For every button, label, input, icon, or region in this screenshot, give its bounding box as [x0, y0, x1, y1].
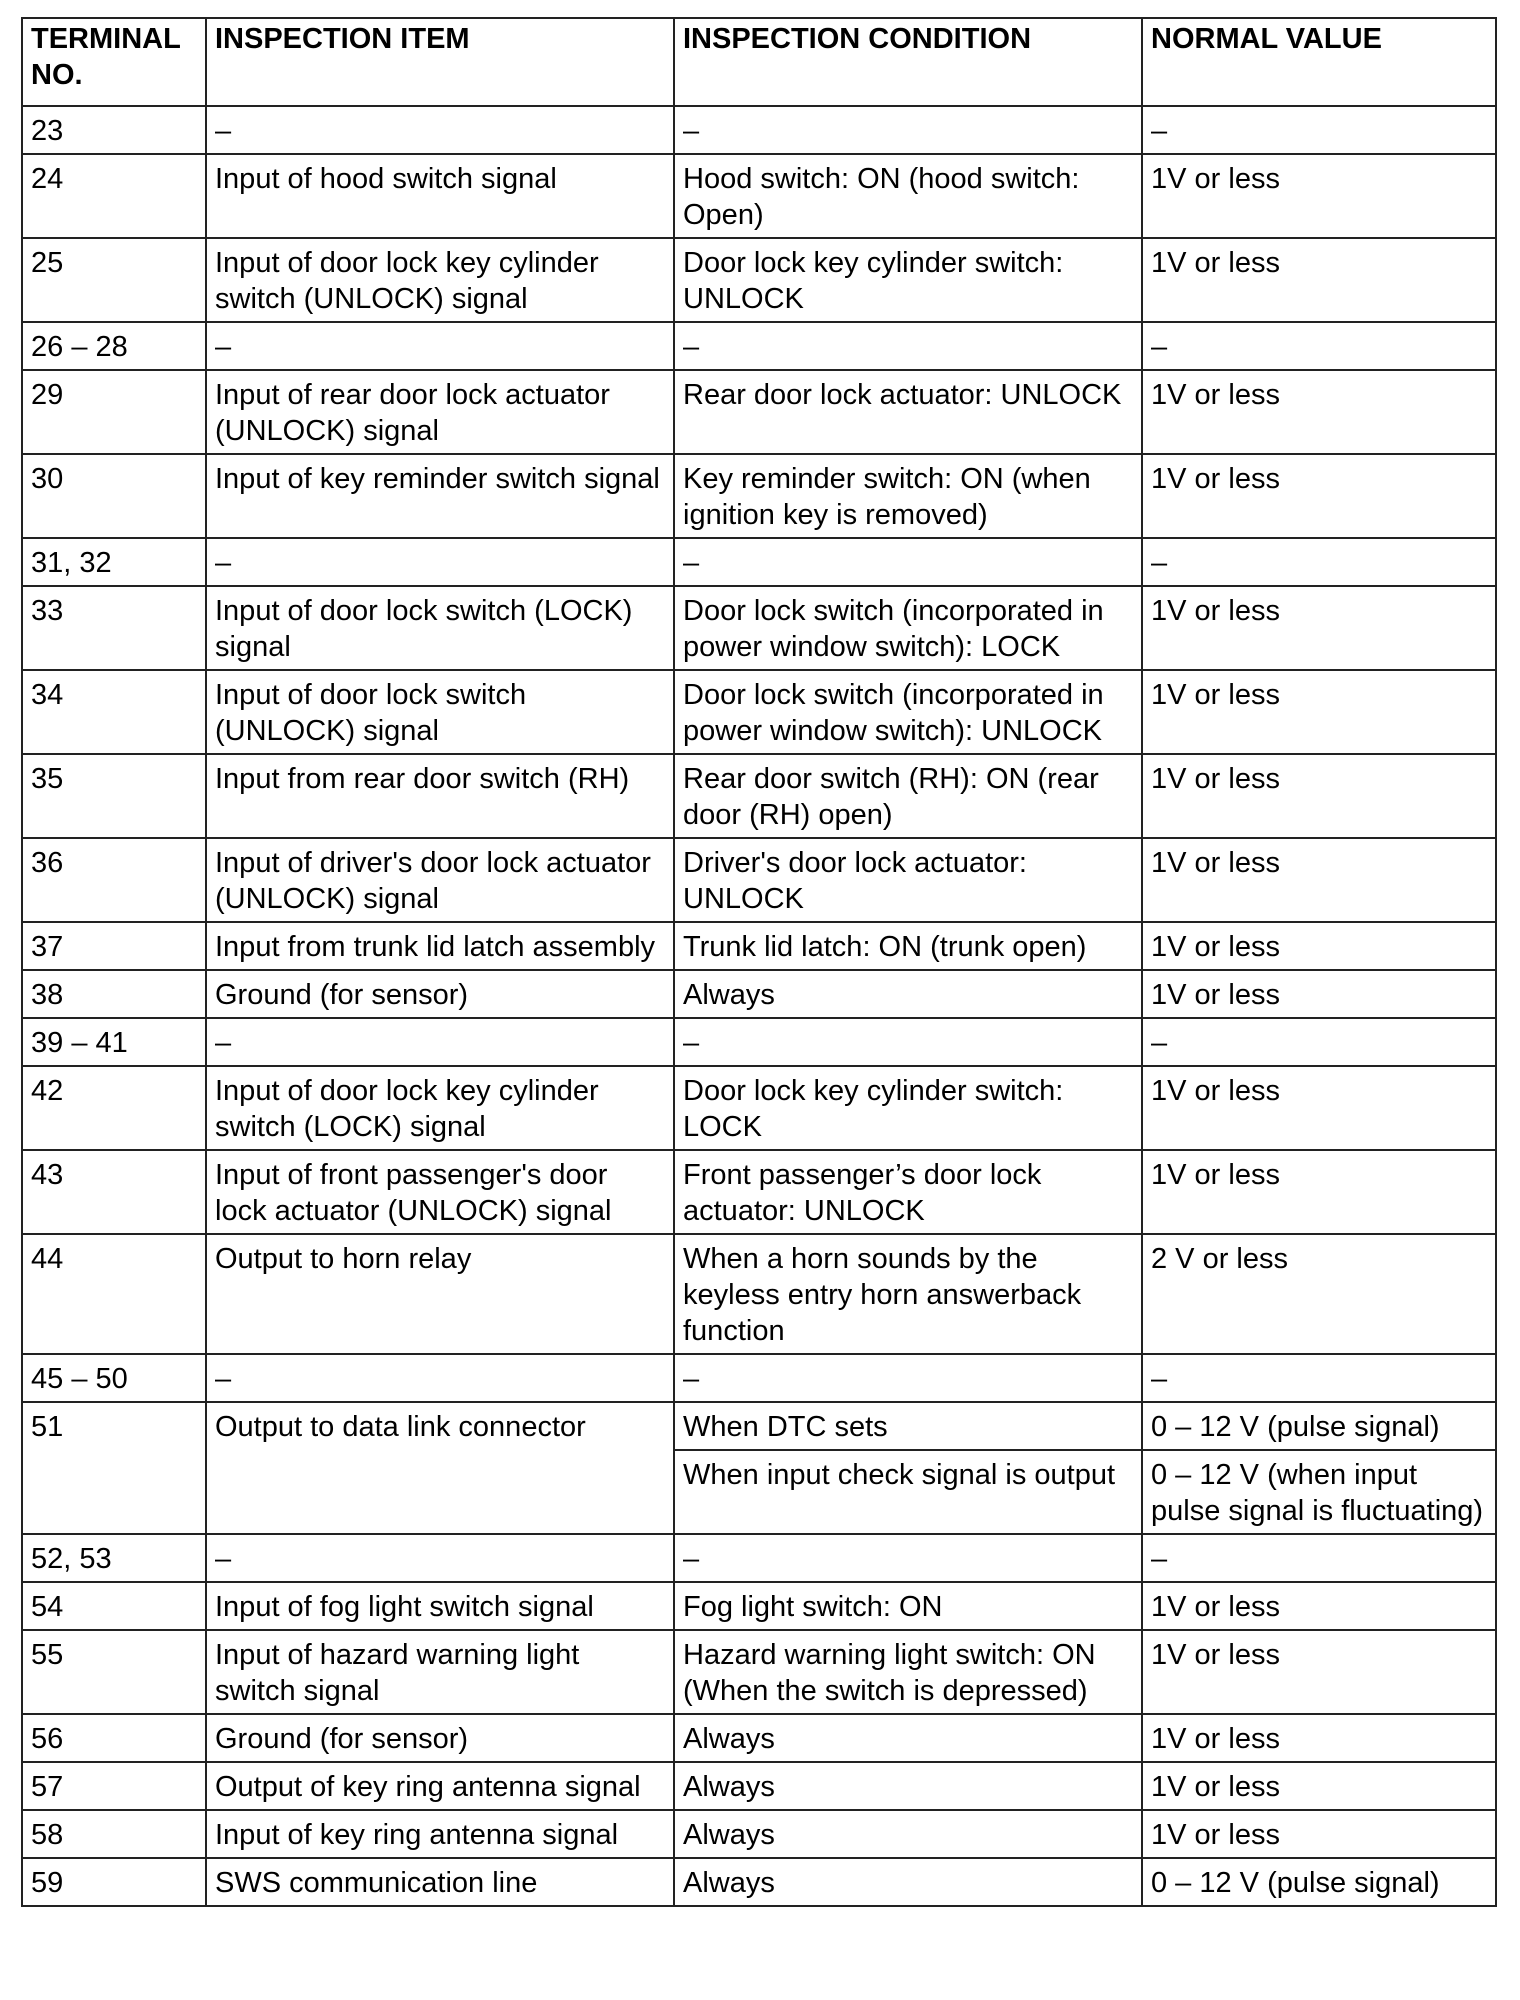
- normal-value-cell: 1V or less: [1142, 586, 1496, 670]
- inspection-condition-cell: Rear door switch (RH): ON (rear door (RH) open): [674, 754, 1142, 838]
- inspection-condition-cell: When DTC sets: [674, 1402, 1142, 1450]
- inspection-item-cell: –: [206, 1018, 674, 1066]
- table-row: [22, 1858, 1496, 1906]
- terminal-number-cell: 39 – 41: [22, 1018, 206, 1066]
- table-row: [22, 1066, 1496, 1150]
- terminal-number-cell: 52, 53: [22, 1534, 206, 1582]
- table-header: [22, 18, 1496, 106]
- table-row: [22, 1402, 1496, 1450]
- normal-value-cell: 1V or less: [1142, 1150, 1496, 1234]
- terminal-number-cell: 51: [22, 1402, 206, 1534]
- table-row: [22, 1630, 1496, 1714]
- normal-value-cell: 1V or less: [1142, 454, 1496, 538]
- terminal-number-cell: 43: [22, 1150, 206, 1234]
- table-row: [22, 454, 1496, 538]
- table-row: [22, 106, 1496, 154]
- table-row: [22, 970, 1496, 1018]
- inspection-condition-cell: Hood switch: ON (hood switch: Open): [674, 154, 1142, 238]
- inspection-item-cell: Ground (for sensor): [206, 970, 674, 1018]
- inspection-item-cell: Input of door lock key cylinder switch (LOCK) signal: [206, 1066, 674, 1150]
- terminal-number-cell: 31, 32: [22, 538, 206, 586]
- normal-value-cell: 1V or less: [1142, 1582, 1496, 1630]
- normal-value-cell: 0 – 12 V (pulse signal): [1142, 1858, 1496, 1906]
- inspection-item-cell: Input of hazard warning light switch signal: [206, 1630, 674, 1714]
- inspection-item-cell: Input of fog light switch signal: [206, 1582, 674, 1630]
- terminal-number-cell: 45 – 50: [22, 1354, 206, 1402]
- terminal-number-cell: 58: [22, 1810, 206, 1858]
- normal-value-cell: 1V or less: [1142, 970, 1496, 1018]
- terminal-number-cell: 23: [22, 106, 206, 154]
- inspection-item-cell: Input of front passenger's door lock actuator (UNLOCK) signal: [206, 1150, 674, 1234]
- inspection-item-cell: –: [206, 1354, 674, 1402]
- terminal-number-cell: 42: [22, 1066, 206, 1150]
- normal-value-cell: 1V or less: [1142, 154, 1496, 238]
- normal-value-cell: 1V or less: [1142, 1630, 1496, 1714]
- inspection-condition-cell: –: [674, 538, 1142, 586]
- table-row: [22, 1582, 1496, 1630]
- table-body: [22, 106, 1496, 1906]
- table-row: [22, 838, 1496, 922]
- terminal-number-cell: 57: [22, 1762, 206, 1810]
- table-row: [22, 922, 1496, 970]
- inspection-condition-cell: –: [674, 1354, 1142, 1402]
- terminal-number-cell: 29: [22, 370, 206, 454]
- terminal-number-cell: 59: [22, 1858, 206, 1906]
- inspection-item-cell: Input of hood switch signal: [206, 154, 674, 238]
- normal-value-cell: –: [1142, 106, 1496, 154]
- table-row: [22, 1810, 1496, 1858]
- normal-value-cell: 2 V or less: [1142, 1234, 1496, 1354]
- inspection-item-cell: –: [206, 322, 674, 370]
- inspection-item-cell: Input of driver's door lock actuator (UNLOCK) signal: [206, 838, 674, 922]
- terminal-number-cell: 38: [22, 970, 206, 1018]
- table-row: [22, 538, 1496, 586]
- terminal-number-cell: 55: [22, 1630, 206, 1714]
- inspection-condition-cell: Door lock switch (incorporated in power window switch): LOCK: [674, 586, 1142, 670]
- table-row: [22, 1234, 1496, 1354]
- inspection-condition-cell: Front passenger’s door lock actuator: UNLOCK: [674, 1150, 1142, 1234]
- normal-value-cell: –: [1142, 538, 1496, 586]
- normal-value-cell: –: [1142, 1534, 1496, 1582]
- table-row: [22, 586, 1496, 670]
- inspection-condition-cell: Rear door lock actuator: UNLOCK: [674, 370, 1142, 454]
- inspection-item-cell: –: [206, 1534, 674, 1582]
- normal-value-cell: 1V or less: [1142, 754, 1496, 838]
- inspection-item-cell: Input from rear door switch (RH): [206, 754, 674, 838]
- inspection-item-cell: Input of door lock switch (UNLOCK) signal: [206, 670, 674, 754]
- terminal-number-cell: 26 – 28: [22, 322, 206, 370]
- inspection-item-cell: Input of key reminder switch signal: [206, 454, 674, 538]
- inspection-condition-cell: Key reminder switch: ON (when ignition key is removed): [674, 454, 1142, 538]
- normal-value-cell: –: [1142, 1354, 1496, 1402]
- header-inspection-condition: INSPECTION CONDITION: [674, 18, 1142, 106]
- table-row: [22, 238, 1496, 322]
- table-row: [22, 1018, 1496, 1066]
- inspection-condition-cell: Always: [674, 970, 1142, 1018]
- terminal-number-cell: 44: [22, 1234, 206, 1354]
- inspection-item-cell: –: [206, 106, 674, 154]
- inspection-condition-cell: When input check signal is output: [674, 1450, 1142, 1534]
- inspection-condition-cell: –: [674, 106, 1142, 154]
- normal-value-cell: 1V or less: [1142, 370, 1496, 454]
- terminal-number-cell: 54: [22, 1582, 206, 1630]
- inspection-condition-cell: Door lock key cylinder switch: LOCK: [674, 1066, 1142, 1150]
- table-row: [22, 1534, 1496, 1582]
- inspection-condition-cell: Always: [674, 1810, 1142, 1858]
- inspection-item-cell: Output to data link connector: [206, 1402, 674, 1534]
- inspection-condition-cell: Hazard warning light switch: ON (When the switch is depressed): [674, 1630, 1142, 1714]
- inspection-item-cell: SWS communication line: [206, 1858, 674, 1906]
- inspection-condition-cell: Fog light switch: ON: [674, 1582, 1142, 1630]
- terminal-number-cell: 24: [22, 154, 206, 238]
- inspection-item-cell: Input of rear door lock actuator (UNLOCK) signal: [206, 370, 674, 454]
- header-row: [22, 18, 1496, 106]
- table-row: [22, 154, 1496, 238]
- inspection-item-cell: –: [206, 538, 674, 586]
- table-row: [22, 1762, 1496, 1810]
- table-row: [22, 1714, 1496, 1762]
- table-row: [22, 322, 1496, 370]
- normal-value-cell: 1V or less: [1142, 670, 1496, 754]
- document-page: [21, 17, 1497, 1907]
- normal-value-cell: –: [1142, 1018, 1496, 1066]
- table-row: [22, 1150, 1496, 1234]
- terminal-number-cell: 33: [22, 586, 206, 670]
- normal-value-cell: 1V or less: [1142, 1066, 1496, 1150]
- normal-value-cell: 0 – 12 V (pulse signal): [1142, 1402, 1496, 1450]
- terminal-number-cell: 56: [22, 1714, 206, 1762]
- normal-value-cell: 1V or less: [1142, 1762, 1496, 1810]
- inspection-condition-cell: Door lock switch (incorporated in power window switch): UNLOCK: [674, 670, 1142, 754]
- table-row: [22, 370, 1496, 454]
- inspection-item-cell: Output of key ring antenna signal: [206, 1762, 674, 1810]
- inspection-condition-cell: When a horn sounds by the keyless entry horn answerback function: [674, 1234, 1142, 1354]
- terminal-number-cell: 35: [22, 754, 206, 838]
- inspection-condition-cell: Door lock key cylinder switch: UNLOCK: [674, 238, 1142, 322]
- inspection-condition-cell: Always: [674, 1858, 1142, 1906]
- terminal-number-cell: 37: [22, 922, 206, 970]
- inspection-condition-cell: –: [674, 1534, 1142, 1582]
- normal-value-cell: 1V or less: [1142, 238, 1496, 322]
- normal-value-cell: 1V or less: [1142, 1714, 1496, 1762]
- inspection-condition-cell: Driver's door lock actuator: UNLOCK: [674, 838, 1142, 922]
- header-terminal-no: TERMINAL NO.: [22, 18, 206, 106]
- header-inspection-item: INSPECTION ITEM: [206, 18, 674, 106]
- terminal-inspection-table: [21, 17, 1497, 1907]
- normal-value-cell: 0 – 12 V (when input pulse signal is fluctuating): [1142, 1450, 1496, 1534]
- inspection-item-cell: Input of key ring antenna signal: [206, 1810, 674, 1858]
- terminal-number-cell: 36: [22, 838, 206, 922]
- normal-value-cell: 1V or less: [1142, 922, 1496, 970]
- normal-value-cell: 1V or less: [1142, 838, 1496, 922]
- inspection-item-cell: Input of door lock switch (LOCK) signal: [206, 586, 674, 670]
- inspection-item-cell: Output to horn relay: [206, 1234, 674, 1354]
- table-row: [22, 754, 1496, 838]
- normal-value-cell: 1V or less: [1142, 1810, 1496, 1858]
- inspection-condition-cell: Always: [674, 1714, 1142, 1762]
- inspection-condition-cell: –: [674, 1018, 1142, 1066]
- inspection-condition-cell: Always: [674, 1762, 1142, 1810]
- inspection-item-cell: Input of door lock key cylinder switch (UNLOCK) signal: [206, 238, 674, 322]
- inspection-condition-cell: Trunk lid latch: ON (trunk open): [674, 922, 1142, 970]
- inspection-item-cell: Input from trunk lid latch assembly: [206, 922, 674, 970]
- inspection-item-cell: Ground (for sensor): [206, 1714, 674, 1762]
- terminal-number-cell: 25: [22, 238, 206, 322]
- terminal-number-cell: 34: [22, 670, 206, 754]
- terminal-number-cell: 30: [22, 454, 206, 538]
- table-row: [22, 670, 1496, 754]
- inspection-condition-cell: –: [674, 322, 1142, 370]
- header-normal-value: NORMAL VALUE: [1142, 18, 1496, 106]
- normal-value-cell: –: [1142, 322, 1496, 370]
- table-row: [22, 1354, 1496, 1402]
